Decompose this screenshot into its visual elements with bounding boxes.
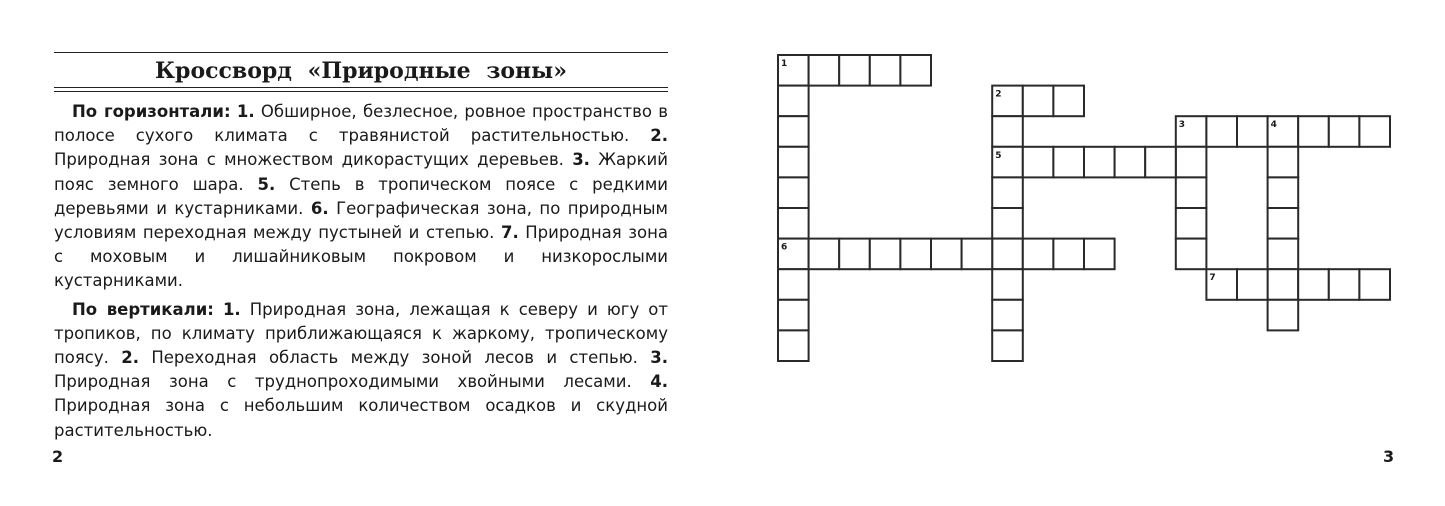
crossword-cell[interactable] <box>1359 269 1390 300</box>
crossword-cell[interactable] <box>992 177 1023 208</box>
crossword-cell[interactable] <box>1237 269 1268 300</box>
crossword-cell[interactable] <box>992 269 1023 300</box>
crossword-cell[interactable] <box>1176 177 1207 208</box>
crossword-cell[interactable] <box>1268 147 1299 178</box>
crossword-cell[interactable] <box>1329 269 1360 300</box>
crossword-cell[interactable] <box>778 208 809 239</box>
crossword-cell[interactable] <box>1298 269 1329 300</box>
crossword-cell[interactable] <box>900 239 931 270</box>
crossword-cell[interactable] <box>992 208 1023 239</box>
crossword-cell[interactable] <box>1268 300 1299 331</box>
crossword-cell[interactable] <box>778 116 809 147</box>
clue-number: 3. <box>650 348 668 368</box>
crossword-cell[interactable] <box>931 239 962 270</box>
crossword-cell[interactable] <box>1023 147 1054 178</box>
crossword-cell[interactable] <box>778 177 809 208</box>
crossword-cell[interactable] <box>778 147 809 178</box>
clue-text: Природная зона, лежащая к северу и югу от тропиков, по климату приближающаяся к жаркому, тропическому поясу. <box>54 299 669 368</box>
clue-number: 1. <box>236 102 255 121</box>
crossword-cell[interactable] <box>1084 147 1115 178</box>
crossword-cell[interactable] <box>1053 86 1084 117</box>
crossword-cell[interactable] <box>992 300 1023 331</box>
crossword-cell[interactable] <box>1176 208 1207 239</box>
clue-number: 5. <box>257 174 276 194</box>
crossword-cell[interactable] <box>992 239 1023 270</box>
crossword-cell[interactable] <box>1053 239 1084 270</box>
across-heading: По горизонтали: <box>72 102 231 121</box>
clue-text: Обширное, безлесное, ровное пространство в полосе сухого климата с травянистой растительностью. <box>54 102 668 146</box>
crossword-cell[interactable] <box>1023 86 1054 117</box>
crossword-cell[interactable] <box>809 239 840 270</box>
clue-number: 7. <box>500 223 519 243</box>
crossword-cell[interactable] <box>1237 116 1268 147</box>
cell-number-4: 4 <box>1270 120 1277 131</box>
page-number-right: 3 <box>1383 447 1395 466</box>
clue-text: Природная зона с моховым и лишайниковым покровом и низкорослыми кустарниками. <box>54 223 668 291</box>
clue-text: Природная зона с множеством дикорастущих деревьев. <box>54 150 573 170</box>
down-heading: По вертикали: <box>72 299 214 319</box>
crossword-cell[interactable] <box>1053 147 1084 178</box>
cell-number-2: 2 <box>995 89 1002 100</box>
crossword-cell[interactable] <box>1145 147 1176 178</box>
cell-number-3: 3 <box>1178 120 1186 131</box>
crossword-cell[interactable] <box>870 239 901 270</box>
clue-text: Степь в тропическом поясе с редкими деревьями и кустарниками. <box>54 174 668 218</box>
page-number-left: 2 <box>52 447 64 466</box>
clue-text: Географическая зона, по природным условиям переходная между пустыней и степью. <box>54 198 668 243</box>
crossword-cell[interactable] <box>1176 147 1207 178</box>
crossword-cell[interactable] <box>1023 239 1054 270</box>
clue-number: 3. <box>572 150 590 170</box>
crossword-cell[interactable] <box>1268 177 1299 208</box>
crossword-cell[interactable] <box>1268 239 1299 270</box>
crossword-cell[interactable] <box>1206 116 1237 147</box>
clue-number: 6. <box>310 198 329 218</box>
clue-text: Природная зона с труднопроходимыми хвойными лесами. <box>54 372 651 392</box>
cell-number-5: 5 <box>995 150 1002 161</box>
crossword-cell[interactable] <box>1268 208 1299 239</box>
crossword-cell[interactable] <box>1115 147 1146 178</box>
crossword-cell[interactable] <box>1268 269 1299 300</box>
cell-number-6: 6 <box>781 242 788 253</box>
crossword-cell[interactable] <box>992 330 1023 361</box>
clue-number: 2. <box>650 126 668 146</box>
crossword-cell[interactable] <box>870 55 901 86</box>
clue-text: Жаркий пояс земного шара. <box>54 150 668 194</box>
clue-number: 2. <box>121 348 139 368</box>
crossword-cell[interactable] <box>992 116 1023 147</box>
clue-text: Переходная область между зоной лесов и степью. <box>138 348 651 368</box>
crossword-cell[interactable] <box>778 300 809 331</box>
crossword-cell[interactable] <box>778 269 809 300</box>
cell-number-7: 7 <box>1209 273 1216 284</box>
crossword-cell[interactable] <box>1084 239 1115 270</box>
clue-number: 4. <box>650 372 668 392</box>
clue-text: Природная зона с небольшим количеством осадков и скудной растительностью. <box>54 396 668 440</box>
crossword-cell[interactable] <box>1176 239 1207 270</box>
crossword-cell[interactable] <box>1298 116 1329 147</box>
clue-number: 1. <box>222 299 241 319</box>
cell-number-1: 1 <box>781 59 788 69</box>
crossword-cell[interactable] <box>962 239 993 270</box>
crossword-cell[interactable] <box>809 55 840 86</box>
crossword-cell[interactable] <box>778 86 809 117</box>
crossword-cell[interactable] <box>1359 116 1390 147</box>
crossword-cell[interactable] <box>1329 116 1360 147</box>
crossword-cell[interactable] <box>778 330 809 361</box>
crossword-cell[interactable] <box>839 55 870 86</box>
crossword-cell[interactable] <box>900 55 931 86</box>
page-title: Кроссворд «Природные зоны» <box>155 58 567 84</box>
crossword-cell[interactable] <box>839 239 870 270</box>
